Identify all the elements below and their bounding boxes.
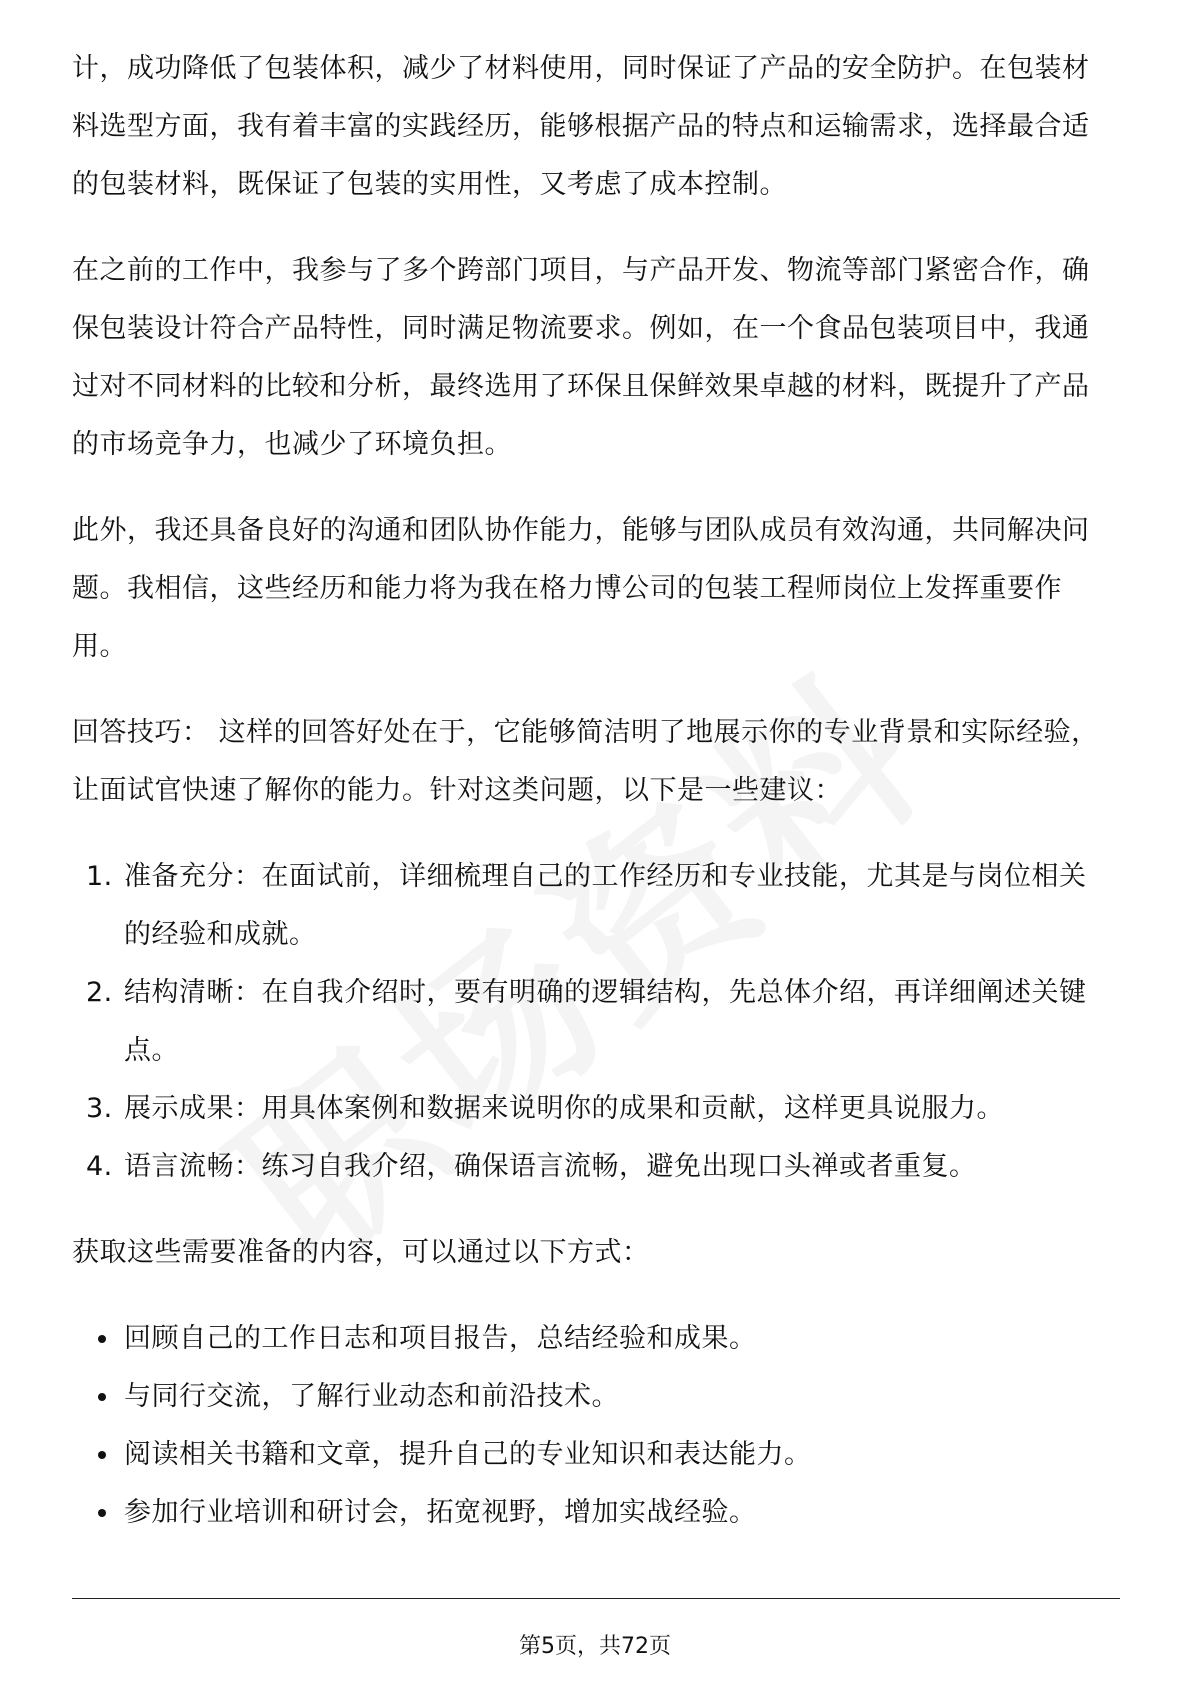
bullet-icon [98, 1335, 106, 1343]
list-item-text: 回顾自己的工作日志和项目报告，总结经验和成果。 [124, 1323, 757, 1354]
list-item [72, 1138, 1112, 1196]
sources-bullet-list [72, 1310, 1112, 1542]
tips-numbered-list [72, 848, 1112, 1196]
list-item [72, 1426, 1112, 1484]
bullet-icon [98, 1451, 106, 1459]
list-item [72, 1368, 1112, 1426]
list-item [72, 1484, 1112, 1542]
list-number: 1. [86, 861, 113, 892]
list-item [72, 964, 1112, 1080]
list-item-text: 阅读相关书籍和文章，提升自己的专业知识和表达能力。 [124, 1439, 812, 1470]
bullet-icon [98, 1509, 106, 1517]
page-number: 第5页，共72页 [519, 1634, 671, 1659]
paragraph: 计，成功降低了包装体积，减少了材料使用，同时保证了产品的安全防护。在包装材料选型方面，我有着丰富的实践经历，能够根据产品的特点和运输需求，选择最合适的包装材料，既保证了包装的实用性，又考虑了成本控制。 [72, 53, 1090, 200]
footer-divider [72, 1598, 1120, 1599]
list-item-text: 展示成果：用具体案例和数据来说明你的成果和贡献，这样更具说服力。 [124, 1093, 1004, 1124]
list-item-text: 准备充分：在面试前，详细梳理自己的工作经历和专业技能，尤其是与岗位相关的经验和成就。 [124, 861, 1087, 950]
list-item-text: 语言流畅：练习自我介绍，确保语言流畅，避免出现口头禅或者重复。 [124, 1151, 977, 1182]
list-number: 4. [86, 1151, 113, 1182]
sources-intro: 获取这些需要准备的内容，可以通过以下方式： [72, 1237, 650, 1268]
list-item [72, 848, 1112, 964]
bullet-icon [98, 1393, 106, 1401]
paragraph: 在之前的工作中，我参与了多个跨部门项目，与产品开发、物流等部门紧密合作，确保包装设计符合产品特性，同时满足物流要求。例如，在一个食品包装项目中，我通过对不同材料的比较和分析，最终选用了环保且保鲜效果卓越的材料，既提升了产品的市场竞争力，也减少了环境负担。 [72, 255, 1090, 460]
list-number: 2. [86, 977, 113, 1008]
list-number: 3. [86, 1093, 113, 1124]
list-item-text: 与同行交流，了解行业动态和前沿技术。 [124, 1381, 619, 1412]
paragraph: 此外，我还具备良好的沟通和团队协作能力，能够与团队成员有效沟通，共同解决问题。我相信，这些经历和能力将为我在格力博公司的包装工程师岗位上发挥重要作用。 [72, 515, 1090, 662]
list-item [72, 1310, 1112, 1368]
page-content [72, 40, 1112, 1570]
answer-tips-intro: 回答技巧： 这样的回答好处在于，它能够简洁明了地展示你的专业背景和实际经验，让面试官快速了解你的能力。针对这类问题，以下是一些建议： [72, 717, 1099, 806]
list-item [72, 1080, 1112, 1138]
list-item-text: 结构清晰：在自我介绍时，要有明确的逻辑结构，先总体介绍，再详细阐述关键点。 [124, 977, 1087, 1066]
list-item-text: 参加行业培训和研讨会，拓宽视野，增加实战经验。 [124, 1497, 757, 1528]
